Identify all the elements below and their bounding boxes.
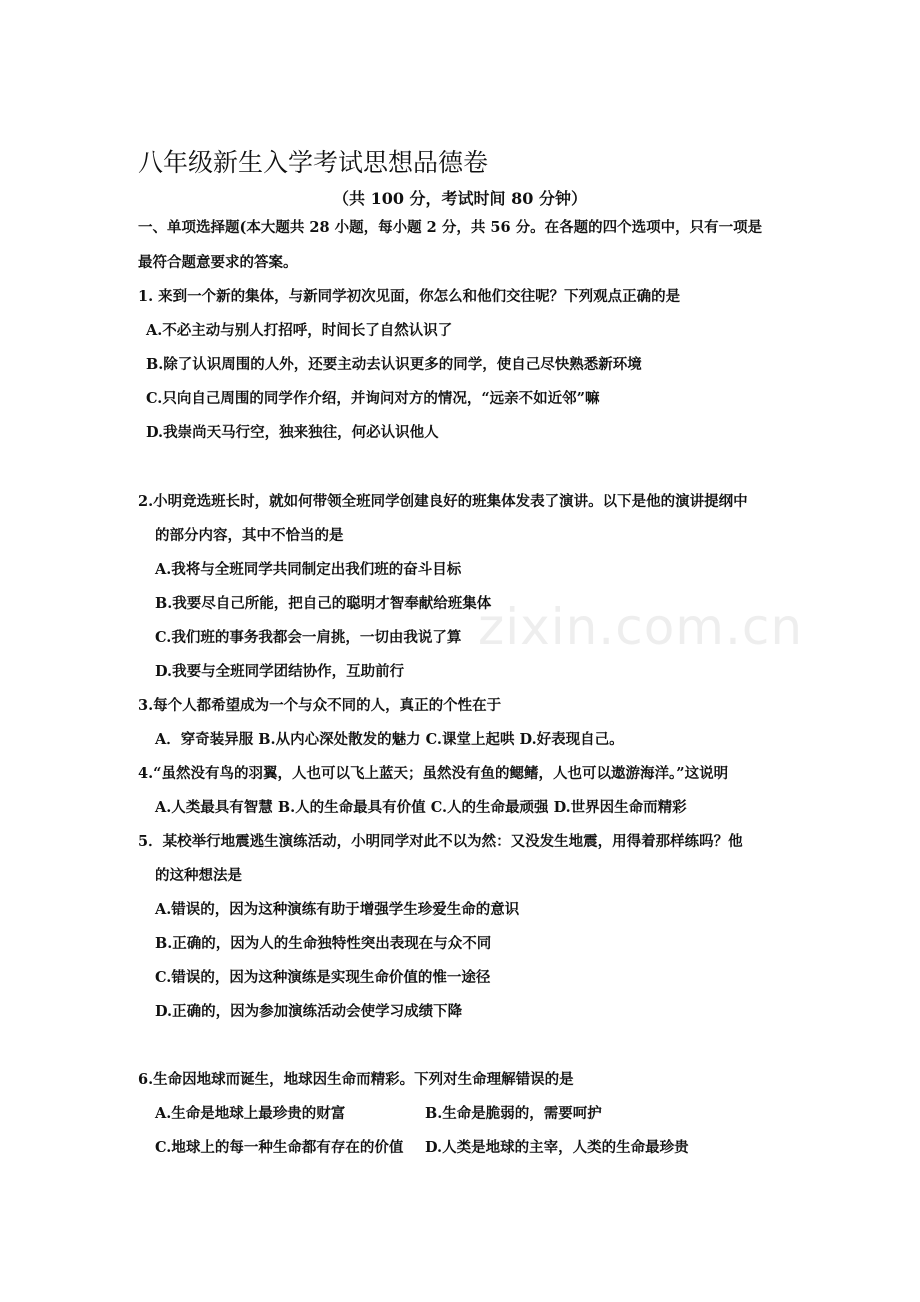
- question-1-option-c: C.只向自己周围的同学作介绍，并询问对方的情况，“远亲不如近邻”嘛: [146, 390, 600, 407]
- question-6-option-c: C.地球上的每一种生命都有存在的价值: [155, 1139, 404, 1156]
- question-6-stem: 6.生命因地球而诞生，地球因生命而精彩。下列对生命理解错误的是: [138, 1071, 574, 1088]
- question-1-stem: 1. 来到一个新的集体，与新同学初次见面，你怎么和他们交往呢？下列观点正确的是: [138, 288, 681, 305]
- question-4-stem: 4.“虽然没有鸟的羽翼，人也可以飞上蓝天；虽然没有鱼的鳃鳍，人也可以遨游海洋。”这说明: [138, 765, 729, 782]
- question-5-option-b: B.正确的，因为人的生命独特性突出表现在与众不同: [155, 935, 492, 952]
- section-heading-cont: 最符合题意要求的答案。: [138, 254, 298, 271]
- question-2-option-c: C.我们班的事务我都会一肩挑，一切由我说了算: [155, 629, 462, 646]
- question-5-stem-cont: 的这种想法是: [155, 867, 242, 884]
- page-title: 八年级新生入学考试思想品德卷: [138, 148, 489, 177]
- question-5-option-c: C.错误的，因为这种演练是实现生命价值的惟一途径: [155, 969, 491, 986]
- question-1-option-a: A.不必主动与别人打招呼，时间长了自然认识了: [146, 322, 453, 339]
- question-6-option-b: B.生命是脆弱的，需要呵护: [425, 1105, 602, 1122]
- question-3-stem: 3.每个人都希望成为一个与众不同的人，真正的个性在于: [138, 697, 502, 714]
- question-1-option-b: B.除了认识周围的人外，还要主动去认识更多的同学，使自己尽快熟悉新环境: [146, 356, 642, 373]
- question-3-options: A．穿奇装异服 B.从内心深处散发的魅力 C.课堂上起哄 D.好表现自己。: [155, 731, 624, 748]
- question-2-stem-cont: 的部分内容，其中不恰当的是: [155, 527, 344, 544]
- question-5-option-a: A.错误的，因为这种演练有助于增强学生珍爱生命的意识: [155, 901, 520, 918]
- question-6-option-d: D.人类是地球的主宰，人类的生命最珍贵: [425, 1139, 689, 1156]
- watermark: zixin.com.cn: [478, 598, 804, 656]
- question-2-option-b: B.我要尽自己所能，把自己的聪明才智奉献给班集体: [155, 595, 492, 612]
- question-2-option-a: A.我将与全班同学共同制定出我们班的奋斗目标: [155, 561, 462, 578]
- question-5-option-d: D.正确的，因为参加演练活动会使学习成绩下降: [155, 1003, 463, 1020]
- question-1-option-d: D.我崇尚天马行空，独来独往，何必认识他人: [146, 424, 439, 441]
- question-4-options: A.人类最具有智慧 B.人的生命最具有价值 C.人的生命最顽强 D.世界因生命而精彩: [155, 799, 687, 816]
- question-2-option-d: D.我要与全班同学团结协作，互助前行: [155, 663, 405, 680]
- question-5-stem: 5．某校举行地震逃生演练活动，小明同学对此不以为然：又没发生地震，用得着那样练吗？他: [138, 833, 743, 850]
- exam-info: （共 100 分，考试时间 80 分钟）: [333, 189, 587, 208]
- question-6-option-a: A.生命是地球上最珍贵的财富: [155, 1105, 346, 1122]
- question-2-stem: 2.小明竞选班长时，就如何带领全班同学创建良好的班集体发表了演讲。以下是他的演讲提纲中: [138, 493, 748, 510]
- section-heading: 一、单项选择题(本大题共 28 小题，每小题 2 分，共 56 分。在各题的四个选项中，只有一项是: [138, 219, 763, 236]
